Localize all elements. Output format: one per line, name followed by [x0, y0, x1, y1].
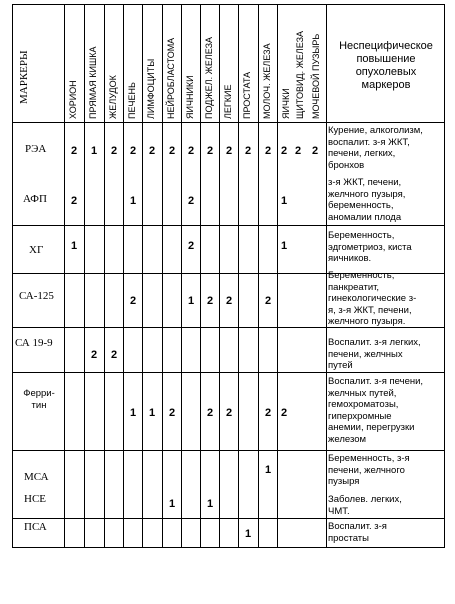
marker-name: РЭА — [25, 143, 47, 155]
table-cell: 2 — [206, 145, 214, 157]
table-cell: 2 — [225, 295, 233, 307]
table-cell: 2 — [264, 145, 272, 157]
col-header: МОЛОЧ. ЖЕЛЕЗА — [262, 43, 272, 119]
table-cell: 2 — [280, 407, 288, 419]
table-cell: 2 — [206, 295, 214, 307]
col-divider — [200, 4, 201, 548]
marker-name: СА 19-9 — [15, 337, 53, 349]
marker-name: АФП — [23, 193, 47, 205]
table-cell: 2 — [168, 145, 176, 157]
table-cell: 2 — [187, 145, 195, 157]
table-cell: 1 — [168, 498, 176, 510]
table-cell: 1 — [280, 195, 288, 207]
table-cell: 2 — [129, 295, 137, 307]
table-cell: 1 — [129, 407, 137, 419]
row-note: Воспалит. з-я легких, печени, желчных путей — [328, 337, 421, 371]
table-cell: 2 — [90, 349, 98, 361]
table-border-right — [444, 4, 445, 548]
col-divider — [123, 4, 124, 548]
row-divider — [12, 450, 445, 451]
nonspecific-header: Неспецифическое повышение опухолевых маркеров — [339, 40, 433, 91]
col-header: ХОРИОН — [68, 80, 78, 119]
col-header: ЯИЧНИКИ — [185, 75, 195, 119]
table-cell: 1 — [90, 145, 98, 157]
table-cell: 1 — [206, 498, 214, 510]
col-divider — [162, 4, 163, 548]
table-cell: 2 — [294, 145, 302, 157]
table-cell: 2 — [225, 145, 233, 157]
table-border-bottom — [12, 547, 445, 548]
table-cell: 1 — [187, 295, 195, 307]
table-cell: 2 — [187, 195, 195, 207]
col-header: ЩИТОВИД. ЖЕЛЕЗА — [295, 30, 305, 119]
col-divider — [181, 4, 182, 548]
row-note: Беременность, з-я печени, желчного пузыря — [328, 453, 410, 487]
marker-name: МСА — [24, 471, 49, 483]
row-note: Заболев. легких, ЧМТ. — [328, 494, 402, 517]
table-cell: 2 — [129, 145, 137, 157]
marker-name: НСЕ — [24, 493, 46, 505]
col-divider — [104, 4, 105, 548]
table-cell: 2 — [311, 145, 319, 157]
table-cell: 2 — [110, 349, 118, 361]
table-cell: 1 — [264, 464, 272, 476]
col-divider — [238, 4, 239, 548]
row-note: Курение, алкоголизм, воспалит. з-я ЖКТ, печени, легких, бронхов — [328, 125, 423, 171]
marker-name: ХГ — [29, 244, 44, 256]
col-header: ЯИЧКИ — [281, 88, 291, 119]
table-border-top — [12, 4, 445, 5]
col-divider — [326, 4, 327, 548]
table-cell: 2 — [70, 145, 78, 157]
row-divider — [12, 518, 445, 519]
table-cell: 2 — [244, 145, 252, 157]
table-cell: 2 — [280, 145, 288, 157]
tumor-markers-table — [12, 4, 445, 548]
col-header: НЕЙРОБЛАСТОМА — [166, 37, 176, 119]
row-note: з-я ЖКТ, печени, желчного пузыря, беременность, аномалии плода — [328, 177, 406, 223]
table-cell: 2 — [168, 407, 176, 419]
marker-name: СА-125 — [19, 290, 54, 302]
marker-name: Ферри- тин — [23, 388, 55, 411]
table-cell: 2 — [70, 195, 78, 207]
table-cell: 2 — [187, 240, 195, 252]
table-cell: 2 — [110, 145, 118, 157]
col-header: ПРОСТАТА — [242, 71, 252, 119]
row-note: Беременность, панкреатит, гинекологические з- я, з-я ЖКТ, печени, желчного пузыря. — [328, 270, 417, 327]
row-divider — [12, 372, 445, 373]
header-divider — [12, 122, 445, 123]
marker-name: ПСА — [24, 521, 47, 533]
table-cell: 2 — [225, 407, 233, 419]
col-header: ЛЕГКИЕ — [223, 84, 233, 119]
col-divider — [219, 4, 220, 548]
row-note: Воспалит. з-я печени, желчных путей, гемохроматозы, гиперхромные анемии, перегрузки железом — [328, 376, 424, 445]
markers-header: МАРКЕРЫ — [18, 50, 30, 104]
table-cell: 1 — [70, 240, 78, 252]
table-cell: 2 — [148, 145, 156, 157]
col-header: ЛИМФОЦИТЫ — [146, 58, 156, 119]
col-header: ПРЯМАЯ КИШКА — [88, 46, 98, 119]
table-border-left — [12, 4, 13, 548]
table-cell: 1 — [148, 407, 156, 419]
table-cell: 1 — [129, 195, 137, 207]
table-cell: 2 — [264, 407, 272, 419]
col-divider — [84, 4, 85, 548]
col-header: ПОДЖЕЛ. ЖЕЛЕЗА — [204, 36, 214, 119]
row-note: Беременность, эдгометриоз, киста яичников. — [328, 230, 412, 264]
table-cell: 2 — [264, 295, 272, 307]
row-note: Воспалит. з-я простаты — [328, 521, 387, 544]
table-cell: 2 — [206, 407, 214, 419]
col-header: ПЕЧЕНЬ — [127, 82, 137, 119]
col-header: ЖЕЛУДОК — [108, 75, 118, 119]
table-cell: 1 — [280, 240, 288, 252]
row-divider — [12, 225, 445, 226]
table-cell: 1 — [244, 528, 252, 540]
col-divider — [142, 4, 143, 548]
col-divider — [64, 4, 65, 548]
col-header: МОЧЕВОЙ ПУЗЫРЬ — [311, 33, 321, 119]
